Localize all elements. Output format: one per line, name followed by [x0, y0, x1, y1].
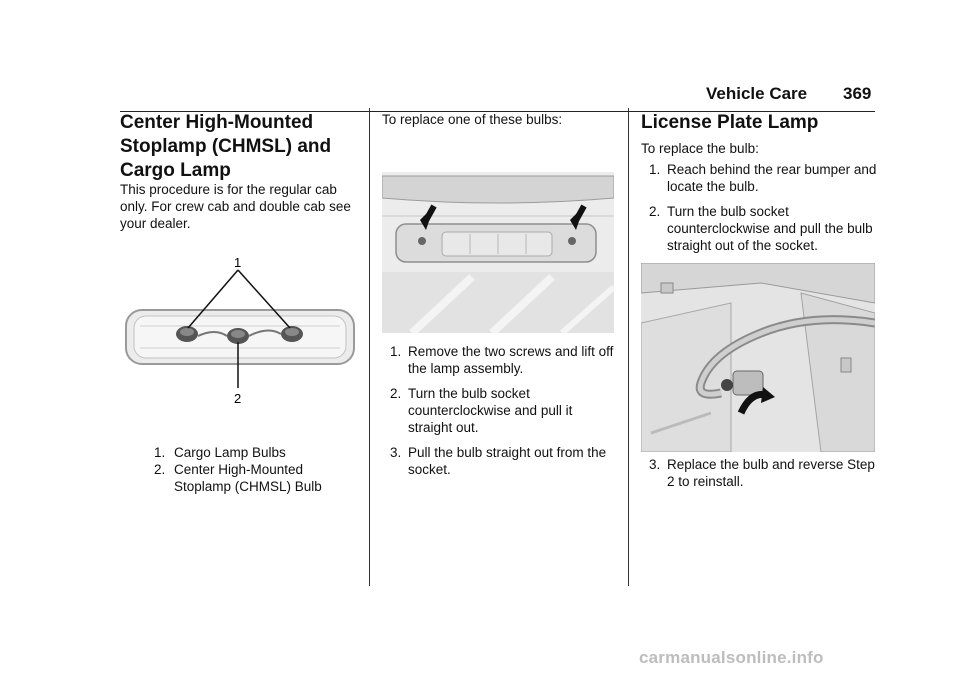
caption-text: Cargo Lamp Bulbs: [174, 445, 286, 460]
step-text: Turn the bulb socket counterclockwise and pull the bulb straight out of the socket.: [667, 204, 873, 253]
screw-left: [418, 237, 426, 245]
list-item: [382, 385, 618, 436]
caption-number: 1.: [154, 445, 166, 460]
list-item: [641, 203, 877, 254]
list-item: [382, 444, 618, 478]
screw-right: [568, 237, 576, 245]
chmsl-lamp-figure: [120, 250, 360, 410]
step-text: Reach behind the rear bumper and locate the bulb.: [667, 162, 877, 194]
caption-item: [150, 461, 350, 495]
caption-text: Center High-Mounted Stoplamp (CHMSL) Bulb: [174, 462, 322, 494]
chmsl-figure-caption: [150, 444, 350, 495]
callout-1: 1: [234, 255, 242, 270]
replace-bulbs-intro: To replace one of these bulbs:: [382, 112, 563, 127]
step-text: Pull the bulb straight out from the socket.: [408, 445, 607, 477]
chmsl-heading: Center High-Mounted Stoplamp (CHMSL) and Cargo Lamp: [120, 112, 332, 181]
chmsl-intro: This procedure is for the regular cab only. For crew cab and double cab see your dealer.: [120, 182, 351, 231]
step-number: 1.: [390, 344, 402, 359]
cargo-bulb-left: [176, 326, 198, 342]
list-item: [641, 161, 877, 195]
cargo-bulb-right: [281, 326, 303, 342]
chmsl-bulb: [227, 328, 249, 344]
step-text: Replace the bulb and reverse Step 2 to reinstall.: [667, 457, 875, 489]
license-plate-bulb-figure: [641, 263, 875, 452]
header-title: Vehicle Care: [706, 84, 808, 103]
page-number: 369: [843, 84, 872, 103]
license-plate-steps: [641, 161, 877, 262]
license-plate-steps-continued: [641, 456, 877, 498]
license-plate-intro: To replace the bulb:: [641, 141, 759, 156]
bulb-socket: [721, 379, 733, 391]
caption-number: 2.: [154, 462, 166, 477]
watermark: carmanualsonline.info: [639, 648, 824, 667]
step-number: 2.: [390, 386, 402, 401]
step-text: Remove the two screws and lift off the lamp assembly.: [408, 344, 614, 376]
column-divider-right: [628, 108, 629, 586]
chmsl-steps: [382, 343, 618, 486]
caption-item: [150, 444, 350, 461]
list-item: [641, 456, 877, 490]
step-number: 3.: [390, 445, 402, 460]
lamp-screws-figure: [382, 172, 614, 333]
step-text: Turn the bulb socket counterclockwise and pull it straight out.: [408, 386, 573, 435]
step-number: 1.: [649, 162, 661, 177]
callout-2: 2: [234, 391, 242, 406]
license-plate-heading: License Plate Lamp: [641, 112, 819, 133]
list-item: [382, 343, 618, 377]
step-number: 3.: [649, 457, 661, 472]
step-number: 2.: [649, 204, 661, 219]
